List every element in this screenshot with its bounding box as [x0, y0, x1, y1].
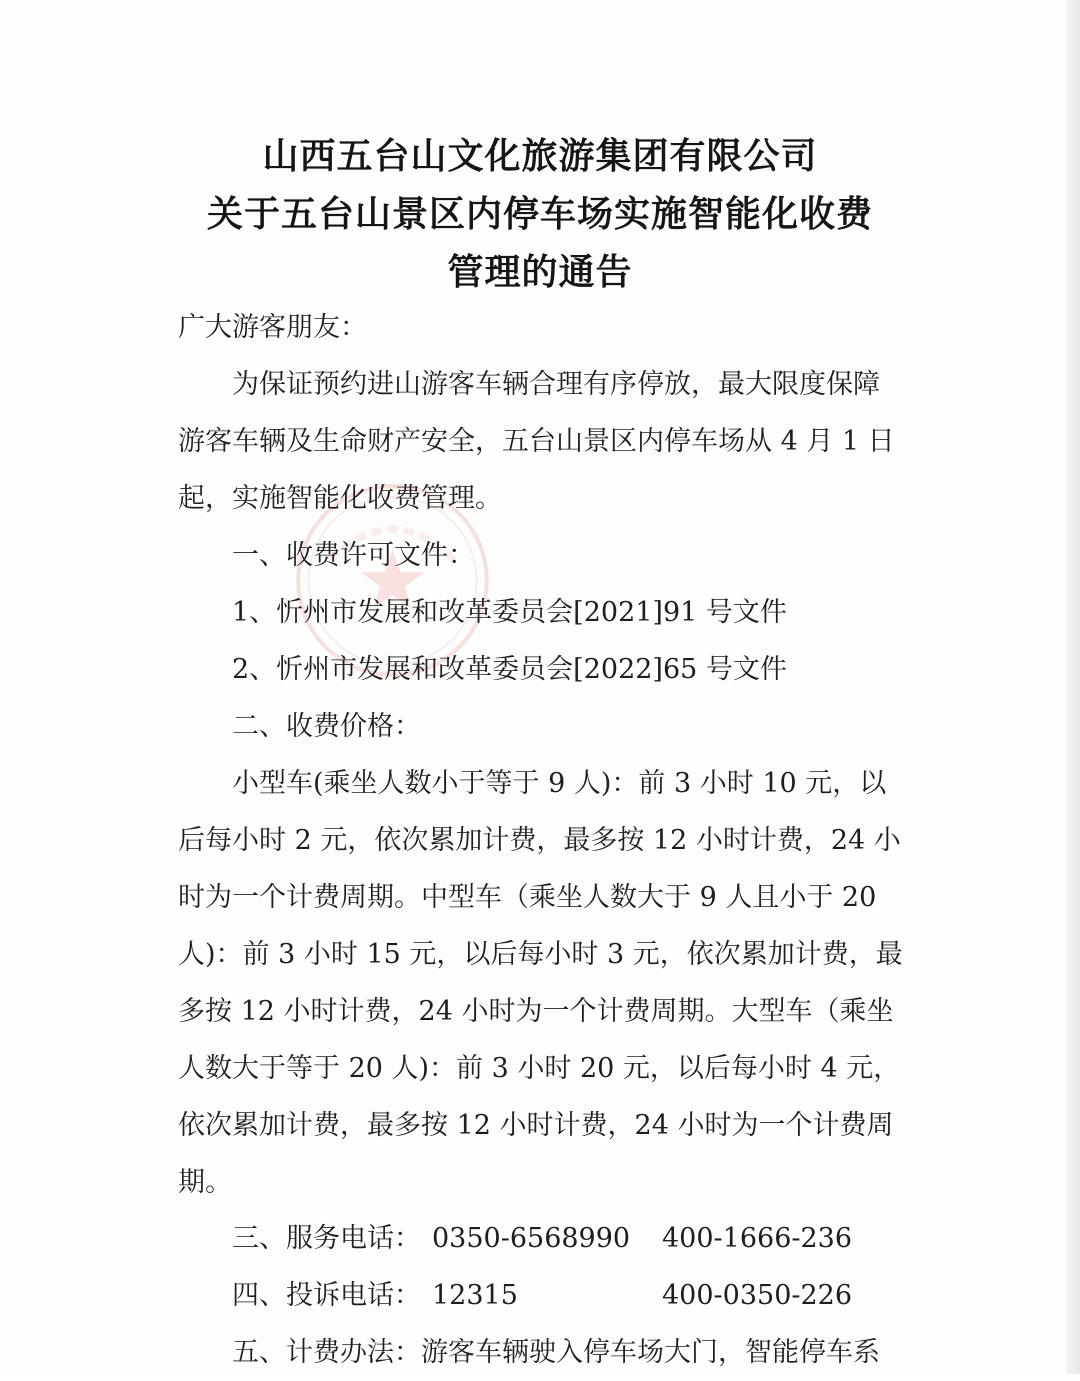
title-line-1: 山西五台山文化旅游集团有限公司 — [262, 136, 818, 177]
service-phone-label: 三、服务电话： — [232, 1223, 421, 1254]
billing-method-line: 五、计费办法：游客车辆驶入停车场大门，智能停车系 — [232, 1337, 880, 1368]
intro-line-3: 起，实施智能化收费管理。 — [178, 483, 502, 514]
pricing-line-3: 时为一个计费周期。中型车（乘坐人数大于 9 人且小于 20 — [178, 882, 877, 913]
complaint-phone-2: 400-0350-226 — [662, 1280, 853, 1311]
complaint-phone-1: 12315 — [432, 1280, 518, 1311]
title-line-3: 管理的通告 — [447, 252, 633, 293]
pricing-line-1: 小型车(乘坐人数小于等于 9 人)：前 3 小时 10 元，以 — [232, 768, 887, 799]
pricing-line-5: 多按 12 小时计费，24 小时为一个计费周期。大型车（乘坐 — [178, 996, 894, 1027]
intro-line-1: 为保证预约进山游客车辆合理有序停放，最大限度保障 — [232, 369, 880, 400]
intro-line-2: 游客车辆及生命财产安全，五台山景区内停车场从 4 月 1 日 — [178, 426, 895, 457]
service-phone-1: 0350-6568990 — [432, 1223, 631, 1254]
section1-item-2: 2、忻州市发展和改革委员会[2022]65 号文件 — [232, 654, 787, 685]
service-phone-2: 400-1666-236 — [662, 1223, 853, 1254]
pricing-line-6: 人数大于等于 20 人)：前 3 小时 20 元，以后每小时 4 元， — [178, 1053, 901, 1084]
pricing-line-2: 后每小时 2 元，依次累加计费，最多按 12 小时计费，24 小 — [178, 825, 901, 856]
pricing-line-8: 期。 — [178, 1167, 232, 1198]
section1-heading: 一、收费许可文件： — [232, 540, 475, 571]
section2-heading: 二、收费价格： — [232, 711, 421, 742]
complaint-phone-label: 四、投诉电话： — [232, 1280, 421, 1311]
pricing-line-7: 依次累加计费，最多按 12 小时计费，24 小时为一个计费周 — [178, 1110, 894, 1141]
section1-item-1: 1、忻州市发展和改革委员会[2021]91 号文件 — [232, 597, 787, 628]
salutation: 广大游客朋友： — [178, 312, 367, 343]
title-line-2: 关于五台山景区内停车场实施智能化收费 — [206, 194, 873, 235]
pricing-line-4: 人)：前 3 小时 15 元，以后每小时 3 元，依次累加计费，最 — [178, 939, 903, 970]
